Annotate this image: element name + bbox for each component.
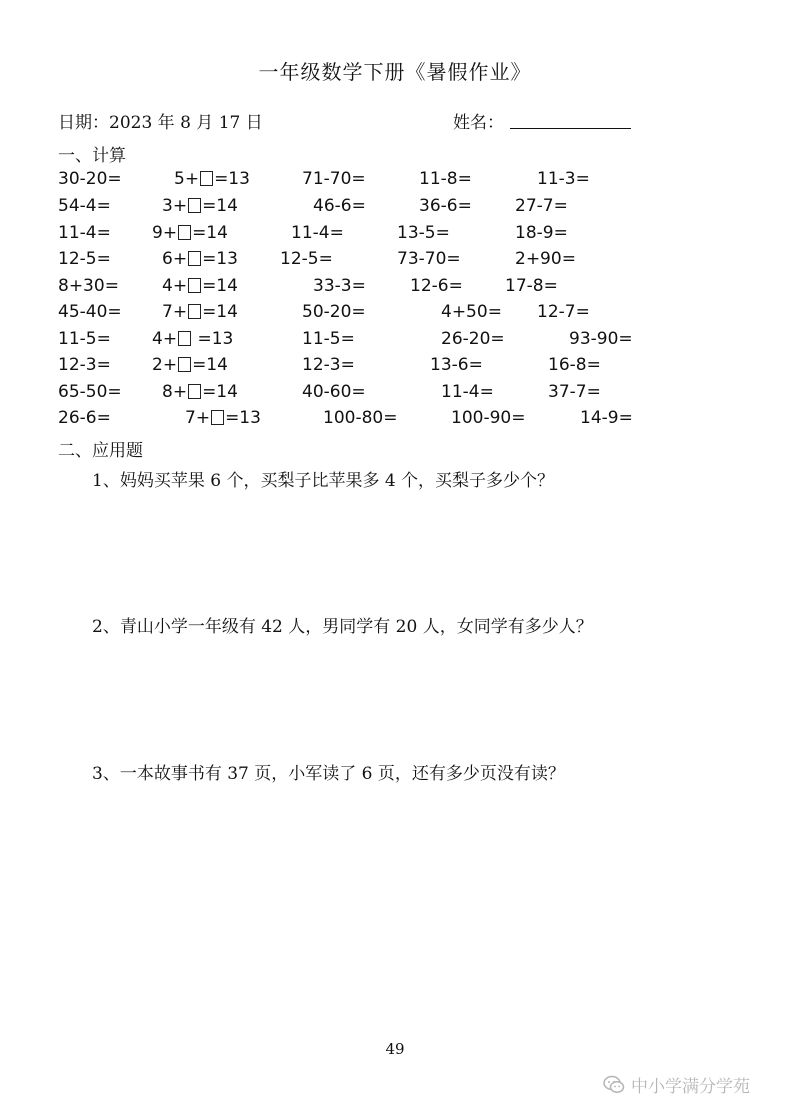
calc-item: 14-9= <box>580 408 633 428</box>
calc-item: 2+ =14 <box>152 355 228 375</box>
calc-item: 54-4= <box>58 196 111 216</box>
calc-item: 11-5= <box>302 329 355 349</box>
page-title: 一年级数学下册《暑假作业》 <box>258 60 532 84</box>
watermark <box>603 1072 750 1097</box>
calc-item: 4+ =14 <box>162 276 238 296</box>
calc-item: 5+ =13 <box>174 169 250 189</box>
calc-item: 8+ =14 <box>162 382 238 402</box>
calc-item: 100-90= <box>451 408 526 428</box>
calc-item: 33-3= <box>313 276 366 296</box>
calc-item: 50-20= <box>302 302 366 322</box>
calc-item: 12-3= <box>58 355 111 375</box>
calc-item: 37-7= <box>548 382 601 402</box>
calc-item: 73-70= <box>397 249 461 269</box>
answer-box <box>188 384 201 399</box>
answer-box <box>178 357 191 372</box>
answer-box <box>188 198 201 213</box>
date-label: 日期：2023 年 8 月 17 日 <box>58 113 263 133</box>
calc-item: 11-4= <box>441 382 494 402</box>
page-number: 49 <box>385 1040 405 1058</box>
watermark-text: 中小学满分学苑 <box>631 1077 750 1097</box>
answer-box <box>188 278 201 293</box>
calc-item: 13-6= <box>430 355 483 375</box>
word-problem-2: 2、青山小学一年级有 42 人，男同学有 20 人，女同学有多少人？ <box>92 617 593 637</box>
answer-box <box>188 251 201 266</box>
calc-item: 16-8= <box>548 355 601 375</box>
calc-item: 7+ =13 <box>185 408 261 428</box>
calc-item: 46-6= <box>313 196 366 216</box>
calc-item: 11-3= <box>537 169 590 189</box>
calc-item: 12-6= <box>410 276 463 296</box>
answer-box <box>200 171 213 186</box>
calc-item: 26-20= <box>441 329 505 349</box>
calc-item: 12-3= <box>302 355 355 375</box>
answer-box <box>188 304 201 319</box>
calc-item: 71-70= <box>302 169 366 189</box>
calc-item: 26-6= <box>58 408 111 428</box>
name-label: 姓名： <box>453 113 504 133</box>
calc-item: 7+ =14 <box>162 302 238 322</box>
calc-item: 3+ =14 <box>162 196 238 216</box>
calc-item: 36-6= <box>419 196 472 216</box>
calc-item: 11-5= <box>58 329 111 349</box>
calc-item: 17-8= <box>505 276 558 296</box>
calc-item: 13-5= <box>397 223 450 243</box>
calc-item: 4+ =13 <box>152 329 234 349</box>
calc-item: 30-20= <box>58 169 122 189</box>
section-word-problems-heading: 二、应用题 <box>58 441 143 461</box>
calc-item: 18-9= <box>515 223 568 243</box>
wechat-icon <box>603 1075 625 1095</box>
calc-item: 65-50= <box>58 382 122 402</box>
calc-item: 93-90= <box>569 329 633 349</box>
calc-item: 12-5= <box>58 249 111 269</box>
calc-item: 11-8= <box>419 169 472 189</box>
calc-item: 12-7= <box>537 302 590 322</box>
calc-item: 11-4= <box>58 223 111 243</box>
word-problem-3: 3、一本故事书有 37 页，小军读了 6 页，还有多少页没有读？ <box>92 764 565 784</box>
calc-item: 11-4= <box>291 223 344 243</box>
calc-item: 40-60= <box>302 382 366 402</box>
calc-item: 45-40= <box>58 302 122 322</box>
calc-item: 9+ =14 <box>152 223 228 243</box>
calc-item: 2+90= <box>515 249 576 269</box>
calc-item: 6+ =13 <box>162 249 238 269</box>
answer-box <box>178 225 191 240</box>
calc-item: 4+50= <box>441 302 502 322</box>
calc-item: 12-5= <box>280 249 333 269</box>
calc-item: 8+30= <box>58 276 119 296</box>
calc-item: 27-7= <box>515 196 568 216</box>
section-calc-heading: 一、计算 <box>58 146 126 166</box>
word-problem-1: 1、妈妈买苹果 6 个，买梨子比苹果多 4 个，买梨子多少个？ <box>92 471 555 491</box>
answer-box <box>211 410 224 425</box>
name-blank-line <box>510 128 631 129</box>
answer-box <box>178 331 191 346</box>
calc-item: 100-80= <box>323 408 398 428</box>
